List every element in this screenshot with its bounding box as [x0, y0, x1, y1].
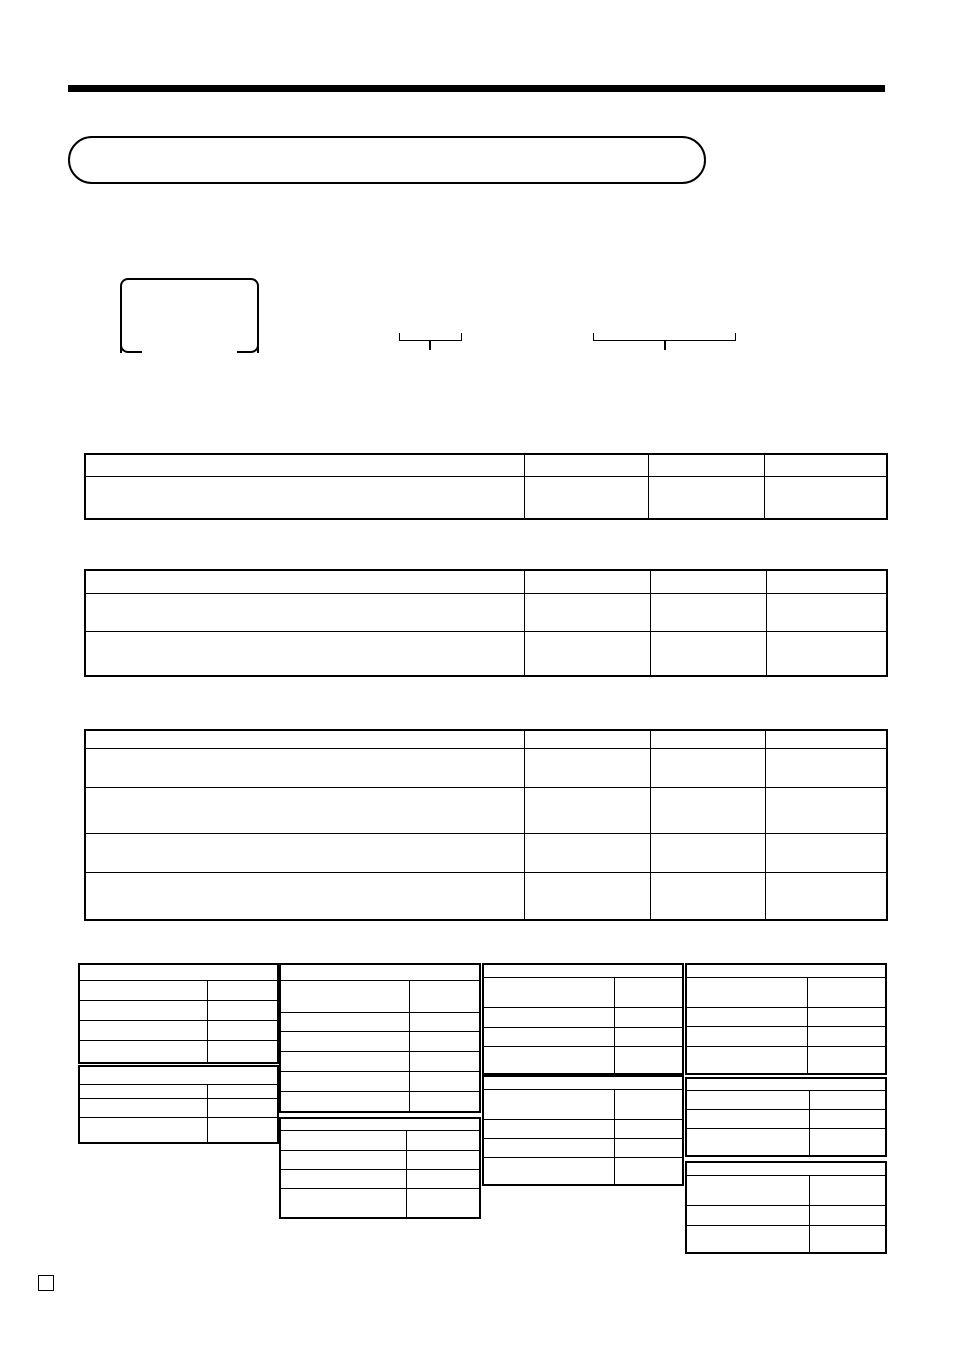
settings-table-1 — [84, 453, 888, 520]
small-table-header-row — [483, 977, 683, 1007]
table-row — [686, 1007, 886, 1026]
table-row — [280, 1012, 480, 1031]
table-row — [85, 593, 887, 631]
table-row — [85, 833, 887, 872]
page-marker-box — [38, 1275, 54, 1291]
small-table-header-row — [280, 1130, 480, 1150]
table-header-row — [85, 570, 887, 593]
small-table-header-row — [686, 977, 886, 1007]
table-row — [280, 1188, 480, 1218]
header-rule — [68, 85, 885, 92]
settings-table-3 — [84, 729, 888, 921]
table-row — [79, 1040, 278, 1063]
table-row — [686, 1026, 886, 1046]
table-row — [85, 787, 887, 833]
small-table-header-row — [280, 980, 480, 1012]
table-header-row — [85, 454, 887, 476]
table-row — [686, 1205, 886, 1225]
small-table-title-row — [79, 1066, 278, 1084]
table-row — [79, 1117, 278, 1143]
small-table-title-row — [79, 964, 278, 980]
small-table-header-row — [686, 1175, 886, 1205]
small-table-d — [279, 1117, 481, 1219]
key-outline — [120, 278, 259, 353]
key-foot-left — [120, 345, 142, 353]
small-table-header-row — [483, 1089, 683, 1119]
small-table-title-row — [483, 964, 683, 977]
small-table-title-row — [686, 964, 886, 977]
small-table-title-row — [280, 1118, 480, 1130]
table-row — [686, 1225, 886, 1253]
small-table-b — [78, 1065, 279, 1144]
small-table-e — [482, 963, 684, 1075]
small-table-i — [685, 1161, 887, 1254]
small-table-header-row — [79, 980, 278, 1000]
table-row — [79, 1020, 278, 1040]
table-row — [85, 631, 887, 676]
table-row — [85, 476, 887, 519]
table-row — [483, 1046, 683, 1074]
table-row — [280, 1051, 480, 1071]
table-row — [686, 1128, 886, 1156]
small-table-h — [685, 1077, 887, 1157]
small-table-title-row — [686, 1162, 886, 1175]
section-title-box — [68, 136, 706, 184]
table-row — [280, 1169, 480, 1188]
table-row — [280, 1091, 480, 1112]
table-row — [280, 1031, 480, 1051]
bracket-1 — [399, 333, 462, 341]
table-row — [85, 872, 887, 920]
table-row — [79, 1000, 278, 1020]
small-table-a — [78, 963, 279, 1064]
small-table-title-row — [483, 1076, 683, 1089]
small-table-header-row — [686, 1090, 886, 1109]
table-row — [483, 1157, 683, 1185]
table-row — [85, 748, 887, 787]
small-table-c — [279, 963, 481, 1113]
table-row — [483, 1007, 683, 1027]
bracket-1-tick — [429, 341, 431, 350]
small-table-title-row — [280, 964, 480, 980]
table-row — [686, 1046, 886, 1074]
small-table-g — [685, 963, 887, 1075]
table-row — [483, 1119, 683, 1138]
bracket-2-tick — [664, 341, 666, 350]
bracket-2 — [593, 333, 736, 341]
settings-table-2 — [84, 569, 888, 677]
table-row — [686, 1109, 886, 1128]
table-row — [79, 1098, 278, 1117]
small-table-header-row — [79, 1084, 278, 1098]
table-header-row — [85, 730, 887, 748]
small-table-title-row — [686, 1078, 886, 1090]
table-row — [483, 1138, 683, 1157]
table-row — [280, 1071, 480, 1091]
table-row — [280, 1150, 480, 1169]
table-row — [483, 1027, 683, 1046]
small-table-f — [482, 1075, 684, 1186]
